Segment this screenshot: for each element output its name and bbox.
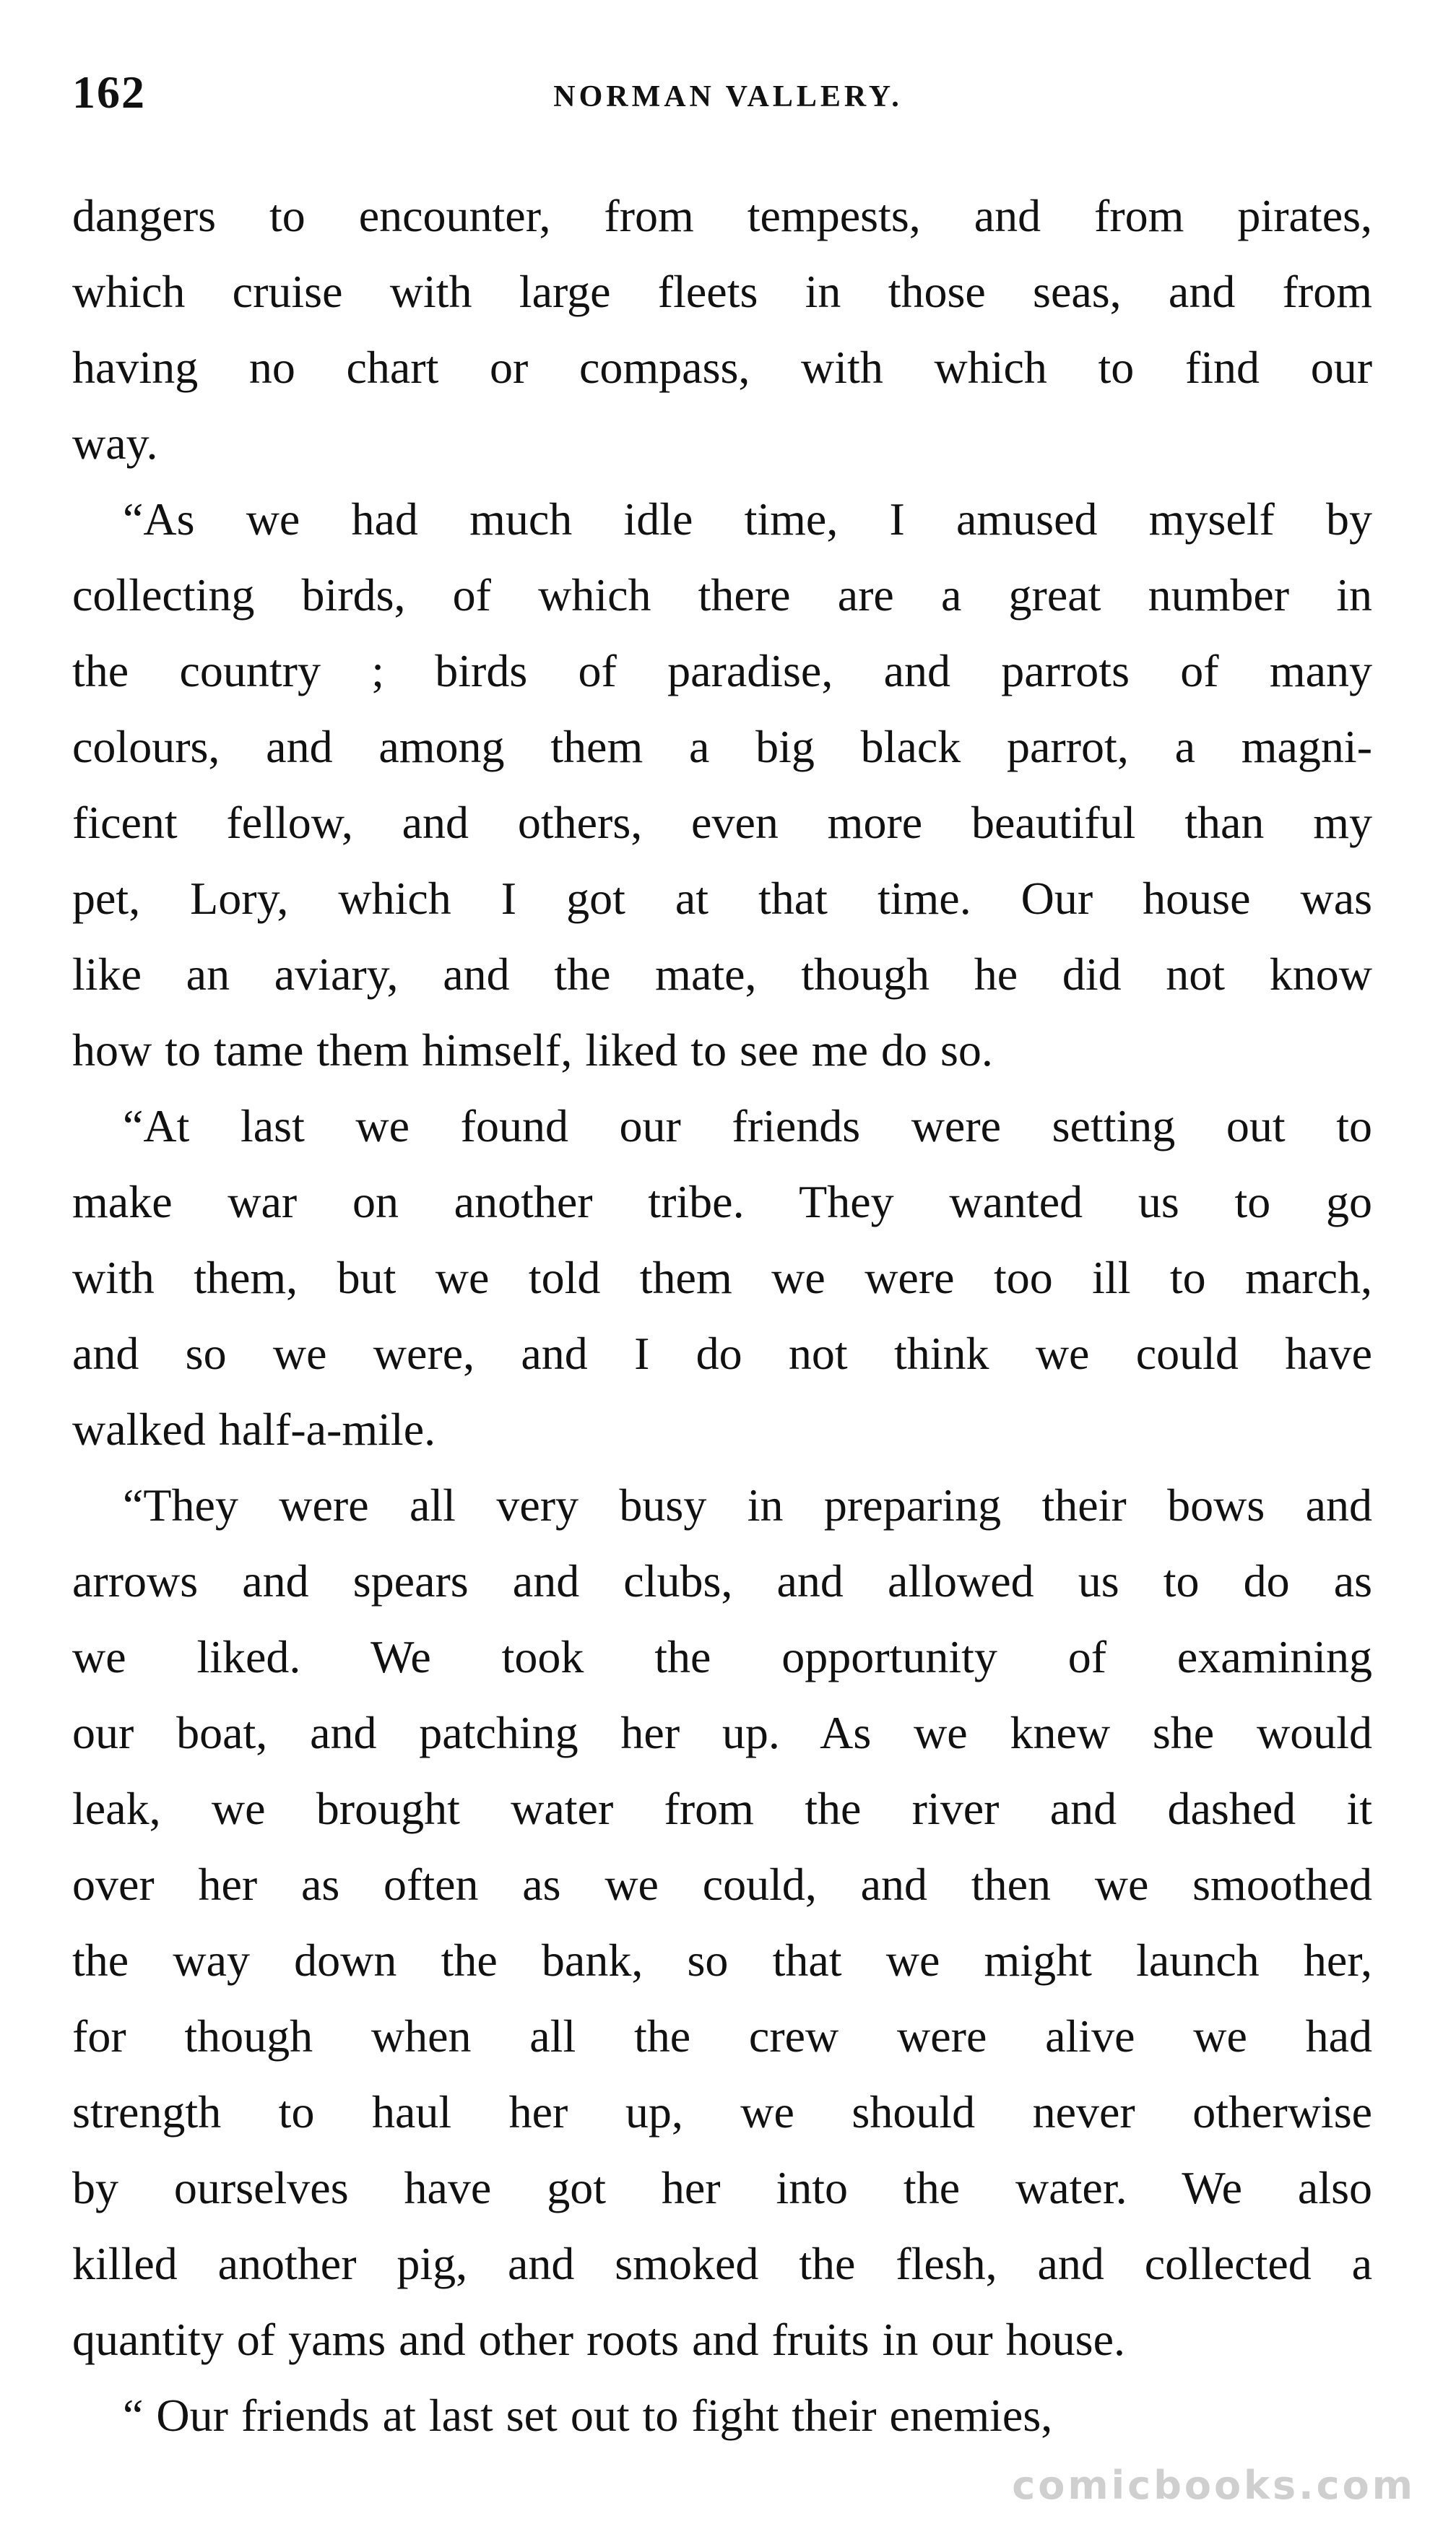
paragraph xyxy=(72,178,1372,481)
text-line: ficent fellow, and others, even more beautiful than my xyxy=(72,797,1372,848)
text-line: “ Our friends at last set out to fight their enemies, xyxy=(123,2390,1053,2441)
text-line: and so we were, and I do not think we could have xyxy=(72,1328,1372,1379)
text-line: which cruise with large fleets in those seas, and from xyxy=(72,266,1372,317)
paragraph xyxy=(72,1467,1372,2377)
running-head xyxy=(72,64,1384,121)
text-line: our boat, and patching her up. As we knew she would xyxy=(72,1707,1372,1758)
text-line: leak, we brought water from the river and dashed it xyxy=(72,1783,1372,1834)
text-line: arrows and spears and clubs, and allowed us to do as xyxy=(72,1555,1372,1607)
text-line: we liked. We took the opportunity of examining xyxy=(72,1631,1372,1682)
text-line: how to tame them himself, liked to see me do so. xyxy=(72,1024,993,1076)
text-line: quantity of yams and other roots and fruits in our house. xyxy=(72,2314,1125,2365)
text-line: way. xyxy=(72,418,158,469)
text-line: “At last we found our friends were setting out to xyxy=(123,1100,1372,1151)
running-title: NORMAN VALLERY. xyxy=(553,80,903,113)
text-line: colours, and among them a big black parrot, a magni- xyxy=(72,721,1372,772)
text-line: make war on another tribe. They wanted us to go xyxy=(72,1176,1372,1227)
paragraph xyxy=(72,2377,1372,2453)
text-line: “They were all very busy in preparing their bows and xyxy=(123,1479,1372,1531)
text-line: for though when all the crew were alive we had xyxy=(72,2010,1372,2062)
text-line: pet, Lory, which I got at that time. Our house was xyxy=(72,873,1372,924)
text-line: walked half-a-mile. xyxy=(72,1404,436,1455)
body-text xyxy=(72,178,1372,2453)
text-line: collecting birds, of which there are a great number in xyxy=(72,569,1372,621)
watermark: comicbooks.com xyxy=(1012,2463,1416,2508)
text-line: the country ; birds of paradise, and parrots of many xyxy=(72,645,1372,696)
text-line: like an aviary, and the mate, though he did not know xyxy=(72,948,1372,1000)
text-line: the way down the bank, so that we might launch her, xyxy=(72,1935,1372,1986)
text-line: dangers to encounter, from tempests, and from pirates, xyxy=(72,190,1372,241)
text-line: strength to haul her up, we should never otherwise xyxy=(72,2086,1372,2138)
page-number: 162 xyxy=(72,66,146,118)
text-line: killed another pig, and smoked the flesh, and collected a xyxy=(72,2238,1372,2289)
paragraph xyxy=(72,481,1372,1088)
text-line: with them, but we told them we were too ill to march, xyxy=(72,1252,1372,1303)
text-line: having no chart or compass, with which to find our xyxy=(72,342,1372,393)
text-line: by ourselves have got her into the water. We also xyxy=(72,2162,1372,2213)
paragraph xyxy=(72,1088,1372,1467)
text-line: “As we had much idle time, I amused myself by xyxy=(123,493,1372,545)
text-line: over her as often as we could, and then we smoothed xyxy=(72,1859,1372,1910)
